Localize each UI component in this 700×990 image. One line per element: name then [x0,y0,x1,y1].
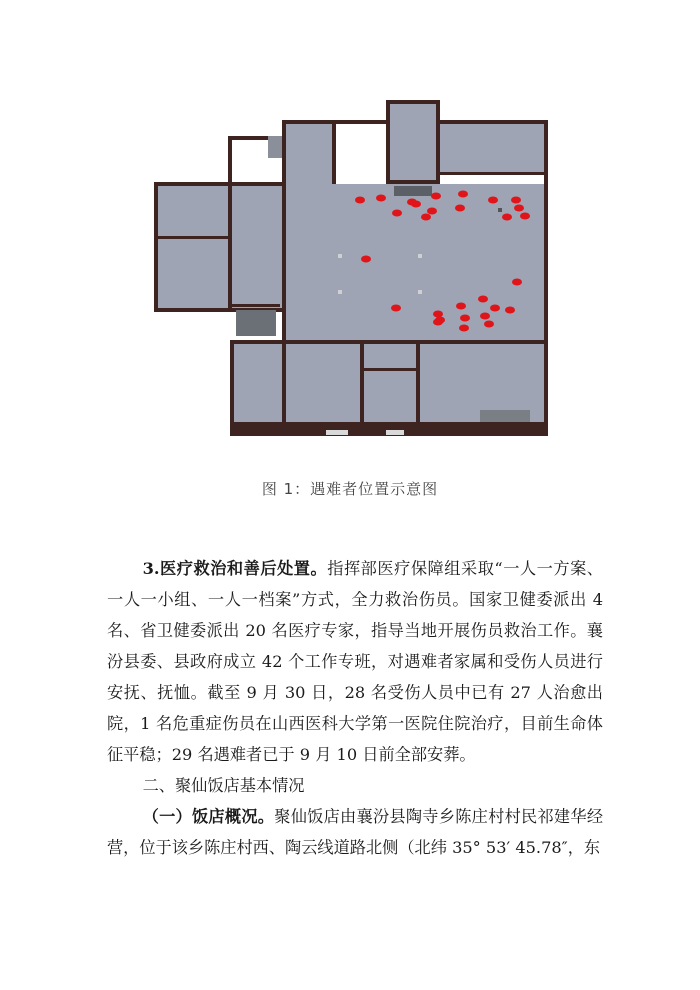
victim-marker [411,201,421,208]
paragraph-text: 指挥部医疗保障组采取“一人一方案、一人一小组、一人一档案”方式，全力救治伤员。国家卫健委派出 4 名、省卫健委派出 20 名医疗专家，指导当地开展伤员救治工作。襄汾县委、县政府成立 42 个工作专班，对遇难者家属和受伤人员进行安抚、抚恤。截至 9 月 30 日，28 名受伤人员中已有 27 人治愈出院，1 名危重症伤员在山西医科大学第一医院住院治疗，目前生命体征平稳；29 名遇难者已于 9 月 10 日前全部安葬。 [107,559,603,764]
section-heading: 二、聚仙饭店基本情况 [142,776,305,795]
victim-marker [502,214,512,221]
victim-marker [456,303,466,310]
victim-marker [431,193,441,200]
floor-bottom-center-room [362,342,418,422]
victim-marker [478,296,488,303]
victim-marker [427,208,437,215]
victim-marker [458,191,468,198]
paragraph-text: 聚仙饭店由襄汾县陶寺乡陈庄村村民祁建华经营，位于该乡陈庄村西、陶云线道路北侧（北纬 35° 53′ 45.78″，东 [107,807,604,857]
victim-marker [512,279,522,286]
paragraph-heading: 3.医疗救治和善后处置。 [142,559,328,578]
floor-main-hall [282,184,546,342]
figure-caption: 图 1：遇难者位置示意图 [261,480,439,498]
floor-left-wing [156,184,282,310]
floor-top-right-room [440,122,546,172]
victim-marker [490,305,500,312]
victim-marker [514,205,524,212]
victim-marker [484,321,494,328]
victim-marker [511,197,521,204]
victim-marker [361,256,371,263]
victim-marker [355,197,365,204]
victim-marker [433,319,443,326]
floor-stair-right [268,136,282,158]
floor-bottom-left-room [232,342,360,422]
floor-plan-figure [150,96,550,446]
victim-marker [421,214,431,221]
victim-marker [391,305,401,312]
victim-marker [520,213,530,220]
floor-areas [156,102,546,422]
paragraph-heading: （一）饭店概况。 [142,807,275,826]
victim-marker [392,210,402,217]
paragraph-restaurant-overview [107,801,603,863]
victim-marker [455,205,465,212]
floor-top-left-room [286,122,334,184]
victim-marker [433,311,443,318]
victim-marker [488,197,498,204]
victim-marker [460,315,470,322]
victim-marker [376,195,386,202]
victim-marker [505,307,515,314]
floor-top-center-corridor [390,102,436,184]
victim-marker [480,313,490,320]
document-body [107,553,603,863]
paragraph-medical-treatment [107,553,603,770]
victim-marker [459,325,469,332]
